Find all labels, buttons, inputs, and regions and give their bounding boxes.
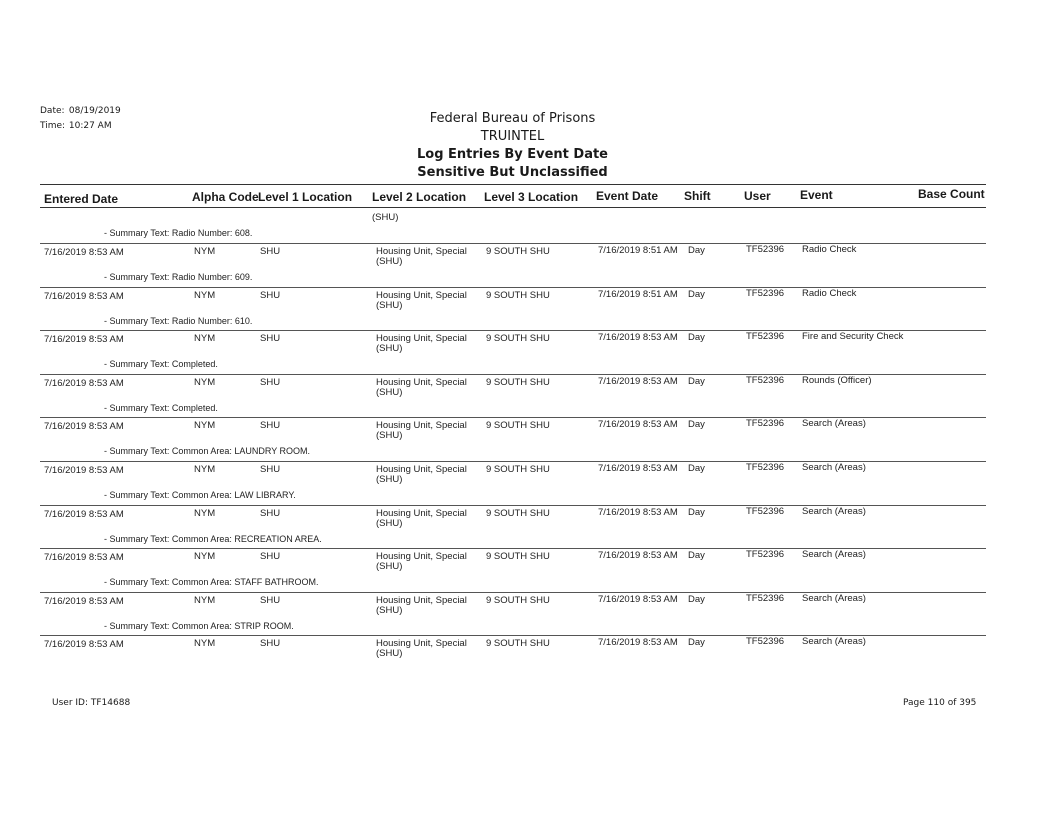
cell-shift: Day xyxy=(688,550,705,561)
cell-alpha-code: NYM xyxy=(194,246,216,257)
report-time xyxy=(40,121,112,131)
cell-event-date: 7/16/2019 8:51 AM xyxy=(598,289,678,300)
cell-level1-location: SHU xyxy=(260,595,281,606)
cell-shift: Day xyxy=(688,594,705,605)
cell-user: TF52396 xyxy=(746,506,785,517)
col-level2-location: Level 2 Location xyxy=(372,190,467,204)
summary-text: - Summary Text: Common Area: LAUNDRY ROOM. xyxy=(104,446,311,456)
cell-level3-location: 9 SOUTH SHU xyxy=(486,638,550,649)
cell-level2-location-cont: (SHU) xyxy=(376,605,403,616)
cell-level3-location: 9 SOUTH SHU xyxy=(486,464,550,475)
cell-entered-date: 7/16/2019 8:53 AM xyxy=(44,465,124,476)
cell-event: Search (Areas) xyxy=(802,506,866,517)
cell-user: TF52396 xyxy=(746,418,785,429)
cell-shift: Day xyxy=(688,245,705,256)
cell-event: Search (Areas) xyxy=(802,462,866,473)
cell-event-date: 7/16/2019 8:53 AM xyxy=(598,419,678,430)
cell-level1-location: SHU xyxy=(260,638,281,649)
cell-level1-location: SHU xyxy=(260,377,281,388)
cell-event-date: 7/16/2019 8:53 AM xyxy=(598,332,678,343)
header-top-rule xyxy=(40,184,986,185)
summary-text: - Summary Text: Common Area: STRIP ROOM. xyxy=(104,621,294,631)
cell-level2-location: Housing Unit, Special xyxy=(376,508,467,519)
cell-level2-location-cont: (SHU) xyxy=(376,561,403,572)
col-entered-date: Entered Date xyxy=(44,192,119,206)
footer-user-label: User ID: xyxy=(52,698,88,708)
time-value: 10:27 AM xyxy=(68,121,112,131)
report-title xyxy=(360,110,665,182)
summary-text: - Summary Text: Radio Number: 609. xyxy=(104,272,253,282)
col-user: User xyxy=(744,189,771,203)
col-level1-location: Level 1 Location xyxy=(258,190,353,204)
cell-level2-location-cont: (SHU) xyxy=(376,300,403,311)
cell-user: TF52396 xyxy=(746,288,785,299)
cell-level3-location: 9 SOUTH SHU xyxy=(486,551,550,562)
cell-level3-location: 9 SOUTH SHU xyxy=(486,595,550,606)
cell-level3-location: 9 SOUTH SHU xyxy=(486,246,550,257)
summary-text: - Summary Text: Completed. xyxy=(104,359,218,369)
cell-user: TF52396 xyxy=(746,636,785,647)
footer-user-value: TF14688 xyxy=(90,698,131,708)
cell-level1-location: SHU xyxy=(260,420,281,431)
cell-shift: Day xyxy=(688,376,705,387)
cell-entered-date: 7/16/2019 8:53 AM xyxy=(44,378,124,389)
col-base-count: Base Count xyxy=(918,187,985,201)
cell-level2-location: Housing Unit, Special xyxy=(376,333,467,344)
page-number: Page 110 of 395 xyxy=(903,698,977,708)
time-label: Time: xyxy=(40,121,66,131)
cell-alpha-code: NYM xyxy=(194,290,216,301)
cell-level1-location: SHU xyxy=(260,551,281,562)
cell-alpha-code: NYM xyxy=(194,464,216,475)
cell-level2-location-cont: (SHU) xyxy=(376,430,403,441)
cell-level3-location: 9 SOUTH SHU xyxy=(486,290,550,301)
cell-alpha-code: NYM xyxy=(194,333,216,344)
cell-event-date: 7/16/2019 8:53 AM xyxy=(598,507,678,518)
carryover-level2: (SHU) xyxy=(372,212,399,223)
cell-level2-location-cont: (SHU) xyxy=(376,256,403,267)
cell-shift: Day xyxy=(688,637,705,648)
summary-text: - Summary Text: Completed. xyxy=(104,403,218,413)
cell-shift: Day xyxy=(688,507,705,518)
cell-level1-location: SHU xyxy=(260,333,281,344)
title-system: TRUINTEL xyxy=(480,129,545,144)
cell-event: Search (Areas) xyxy=(802,636,866,647)
cell-event-date: 7/16/2019 8:51 AM xyxy=(598,245,678,256)
cell-user: TF52396 xyxy=(746,375,785,386)
cell-entered-date: 7/16/2019 8:53 AM xyxy=(44,247,124,258)
title-report: Log Entries By Event Date xyxy=(416,147,608,162)
cell-event: Radio Check xyxy=(802,288,857,299)
cell-shift: Day xyxy=(688,463,705,474)
cell-level2-location: Housing Unit, Special xyxy=(376,464,467,475)
cell-user: TF52396 xyxy=(746,244,785,255)
cell-entered-date: 7/16/2019 8:53 AM xyxy=(44,291,124,302)
cell-shift: Day xyxy=(688,289,705,300)
cell-level3-location: 9 SOUTH SHU xyxy=(486,377,550,388)
cell-level2-location: Housing Unit, Special xyxy=(376,595,467,606)
cell-level1-location: SHU xyxy=(260,290,281,301)
cell-entered-date: 7/16/2019 8:53 AM xyxy=(44,421,124,432)
cell-level2-location-cont: (SHU) xyxy=(376,387,403,398)
cell-level1-location: SHU xyxy=(260,464,281,475)
cell-shift: Day xyxy=(688,332,705,343)
cell-event: Radio Check xyxy=(802,244,857,255)
cell-event-date: 7/16/2019 8:53 AM xyxy=(598,550,678,561)
cell-entered-date: 7/16/2019 8:53 AM xyxy=(44,334,124,345)
cell-level3-location: 9 SOUTH SHU xyxy=(486,420,550,431)
cell-level3-location: 9 SOUTH SHU xyxy=(486,333,550,344)
cell-level2-location-cont: (SHU) xyxy=(376,518,403,529)
cell-level2-location-cont: (SHU) xyxy=(376,343,403,354)
cell-alpha-code: NYM xyxy=(194,638,216,649)
cell-user: TF52396 xyxy=(746,331,785,342)
cell-event-date: 7/16/2019 8:53 AM xyxy=(598,376,678,387)
title-classification: Sensitive But Unclassified xyxy=(417,165,608,180)
cell-entered-date: 7/16/2019 8:53 AM xyxy=(44,509,124,520)
summary-text: - Summary Text: Common Area: RECREATION AREA. xyxy=(104,534,322,544)
cell-alpha-code: NYM xyxy=(194,377,216,388)
cell-alpha-code: NYM xyxy=(194,420,216,431)
cell-level2-location-cont: (SHU) xyxy=(376,474,403,485)
cell-level2-location: Housing Unit, Special xyxy=(376,638,467,649)
cell-level2-location: Housing Unit, Special xyxy=(376,377,467,388)
cell-alpha-code: NYM xyxy=(194,551,216,562)
cell-level2-location: Housing Unit, Special xyxy=(376,246,467,257)
cell-level2-location: Housing Unit, Special xyxy=(376,420,467,431)
cell-event: Search (Areas) xyxy=(802,549,866,560)
cell-level2-location: Housing Unit, Special xyxy=(376,290,467,301)
col-shift: Shift xyxy=(684,189,711,203)
cell-level2-location-cont: (SHU) xyxy=(376,648,403,659)
col-alpha-code: Alpha Code xyxy=(192,190,259,204)
cell-alpha-code: NYM xyxy=(194,595,216,606)
report-date xyxy=(40,106,121,116)
cell-event: Search (Areas) xyxy=(802,418,866,429)
col-event: Event xyxy=(800,188,833,202)
cell-entered-date: 7/16/2019 8:53 AM xyxy=(44,596,124,607)
summary-text: - Summary Text: Common Area: LAW LIBRARY. xyxy=(104,490,296,500)
cell-event: Rounds (Officer) xyxy=(802,375,872,386)
title-agency: Federal Bureau of Prisons xyxy=(429,111,596,126)
cell-event: Search (Areas) xyxy=(802,593,866,604)
carryover-summary: - Summary Text: Radio Number: 608. xyxy=(104,228,253,238)
cell-user: TF52396 xyxy=(746,593,785,604)
date-label: Date: xyxy=(40,106,65,116)
cell-user: TF52396 xyxy=(746,462,785,473)
date-value: 08/19/2019 xyxy=(68,106,121,116)
footer-user xyxy=(52,698,130,708)
summary-text: - Summary Text: Common Area: STAFF BATHROOM. xyxy=(104,577,319,587)
cell-alpha-code: NYM xyxy=(194,508,216,519)
summary-text: - Summary Text: Radio Number: 610. xyxy=(104,316,253,326)
cell-event-date: 7/16/2019 8:53 AM xyxy=(598,637,678,648)
cell-level3-location: 9 SOUTH SHU xyxy=(486,508,550,519)
cell-event: Fire and Security Check xyxy=(802,331,904,342)
cell-level1-location: SHU xyxy=(260,246,281,257)
cell-level2-location: Housing Unit, Special xyxy=(376,551,467,562)
cell-level1-location: SHU xyxy=(260,508,281,519)
cell-event-date: 7/16/2019 8:53 AM xyxy=(598,463,678,474)
col-level3-location: Level 3 Location xyxy=(484,190,579,204)
cell-entered-date: 7/16/2019 8:53 AM xyxy=(44,552,124,563)
cell-user: TF52396 xyxy=(746,549,785,560)
cell-shift: Day xyxy=(688,419,705,430)
header-bottom-rule xyxy=(40,207,986,208)
cell-entered-date: 7/16/2019 8:53 AM xyxy=(44,639,124,650)
col-event-date: Event Date xyxy=(596,189,659,203)
cell-event-date: 7/16/2019 8:53 AM xyxy=(598,594,678,605)
